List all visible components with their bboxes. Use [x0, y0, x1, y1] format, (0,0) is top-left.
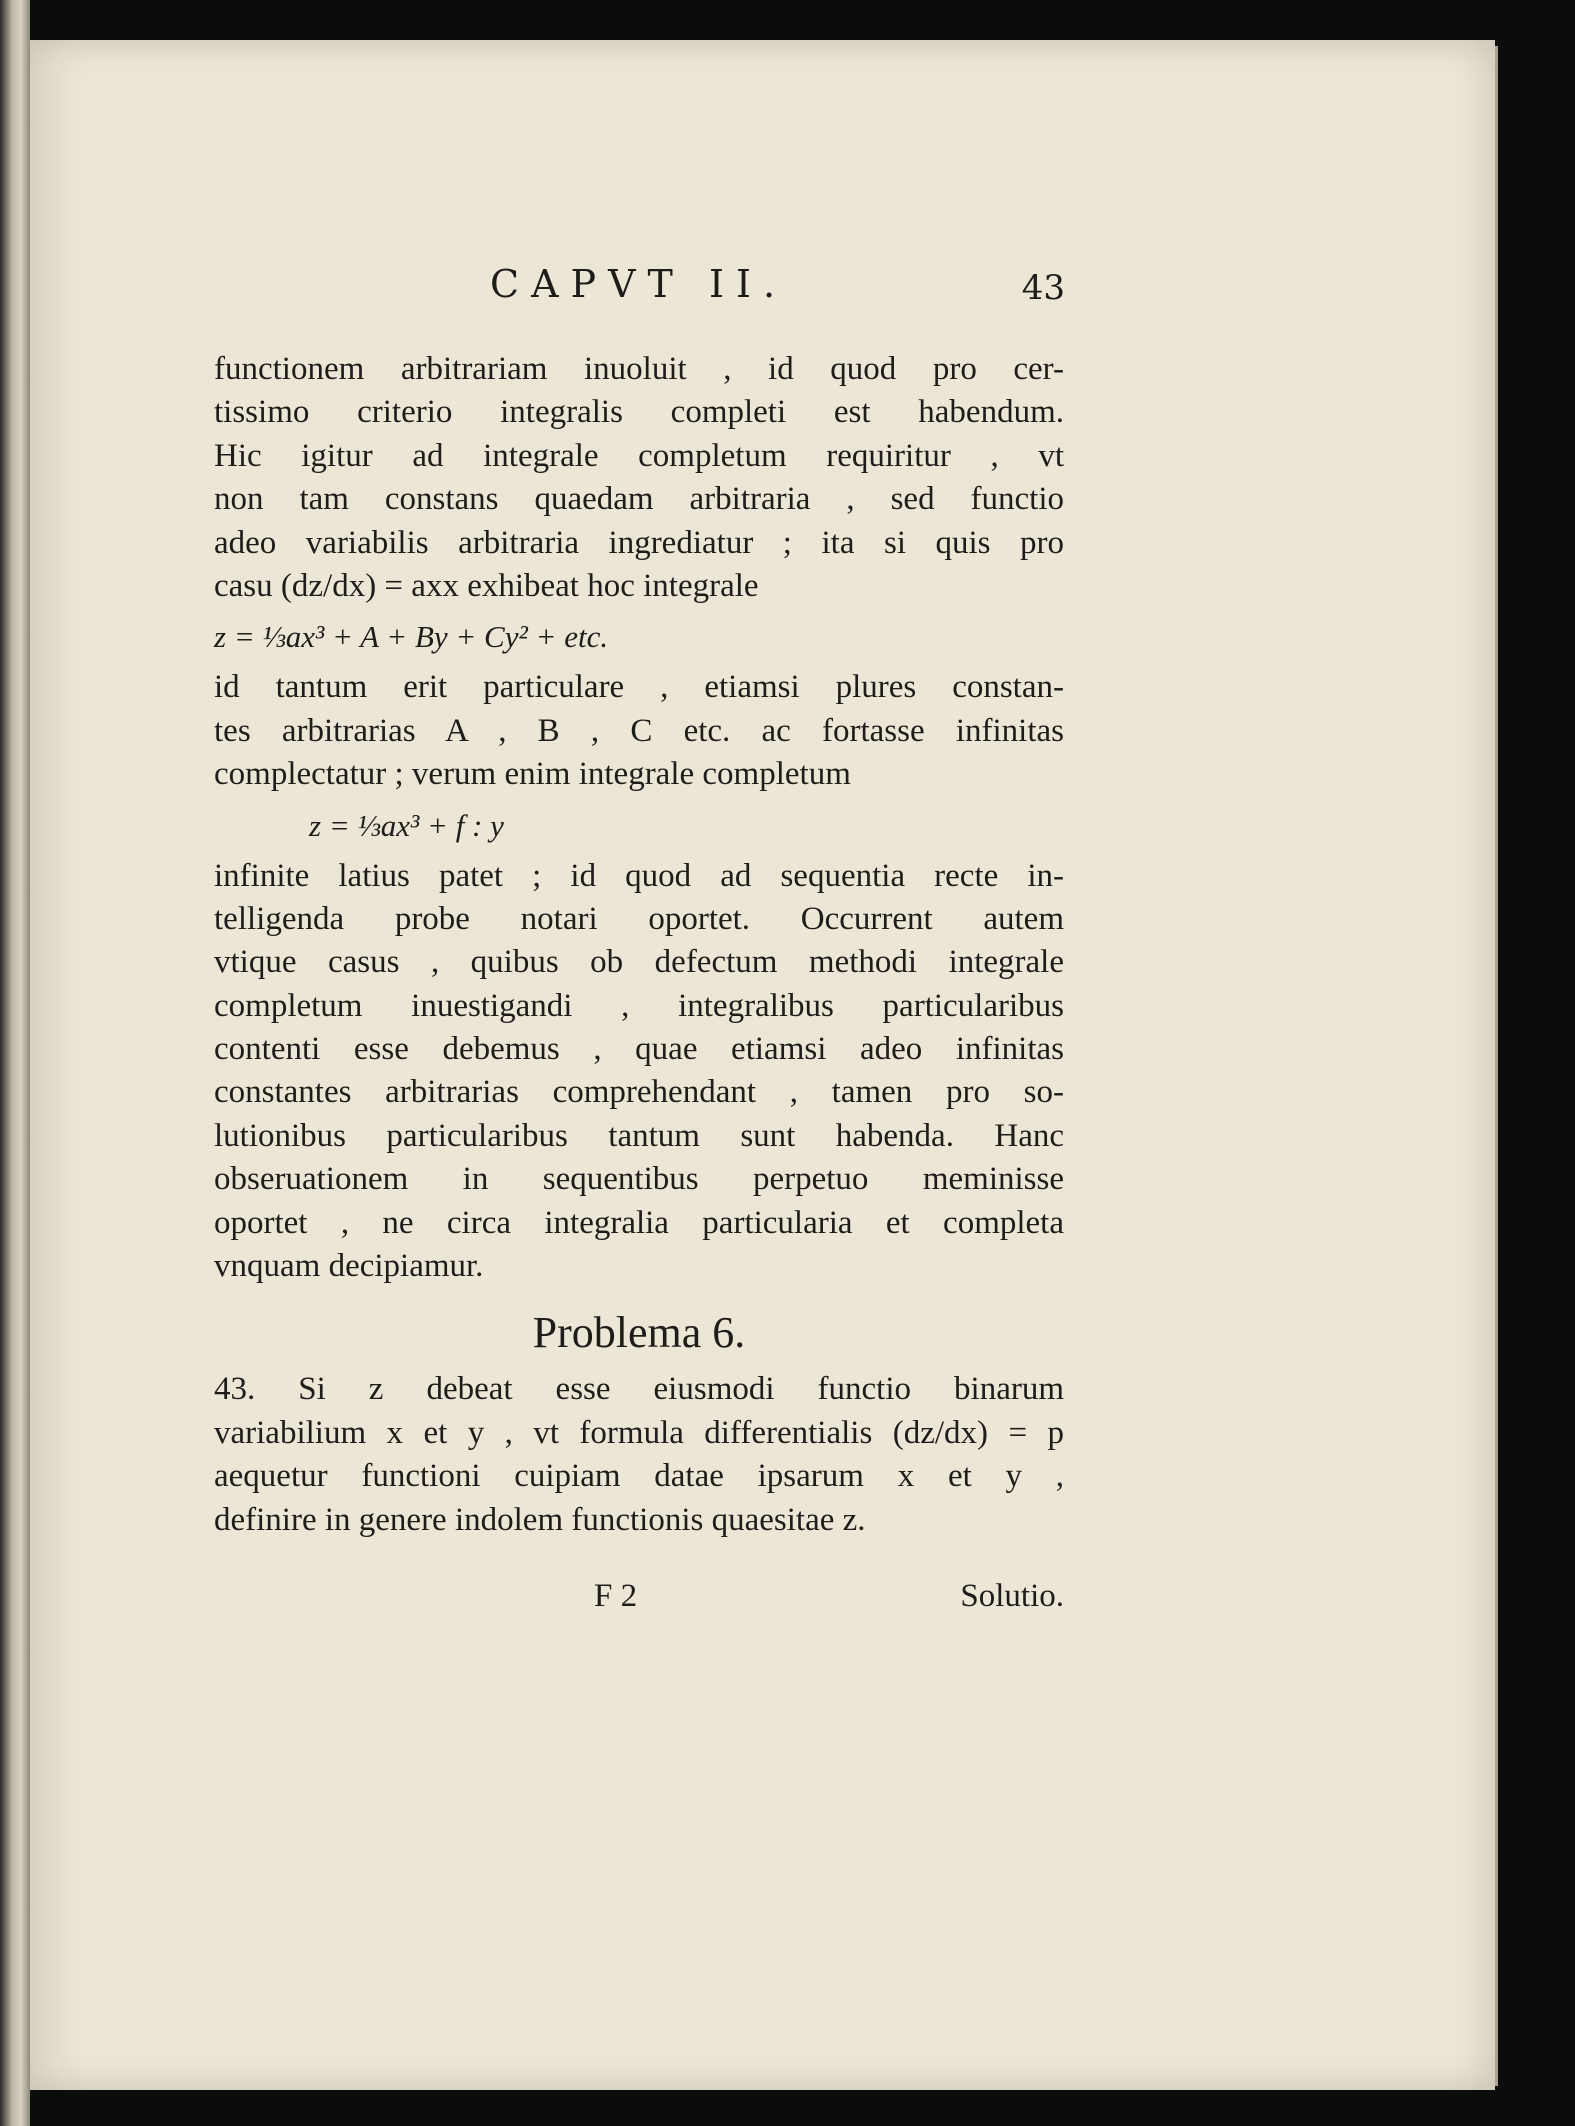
problem-heading: Problema 6.: [532, 1308, 746, 1358]
text-line: obseruationem in sequentibus perpetuo meminisse: [214, 1161, 1064, 1198]
paragraph-4: [214, 1368, 1064, 1542]
running-title: CAPVT II.: [490, 262, 788, 306]
text-line: aequetur functioni cuipiam datae ipsarum x et y ,: [214, 1458, 1064, 1495]
page-header: [490, 262, 1065, 322]
text-line: vnquam decipiamur.: [214, 1248, 484, 1285]
signature-mark: F 2: [594, 1578, 638, 1614]
text-line: adeo variabilis arbitraria ingrediatur ; ita si quis pro: [214, 524, 1064, 561]
text-line: constantes arbitrarias comprehendant , tamen pro so-: [214, 1074, 1064, 1111]
text-line: definire in genere indolem functionis quaesitae z.: [214, 1501, 866, 1538]
text-line: complectatur ; verum enim integrale completum: [214, 756, 851, 793]
text-line: contenti esse debemus , quae etiamsi adeo infinitas: [214, 1031, 1064, 1068]
page-number: 43: [1021, 268, 1065, 308]
page-footer: [214, 1578, 1064, 1628]
text-line: oportet , ne circa integralia particularia et completa: [214, 1204, 1064, 1241]
text-line: Hic igitur ad integrale completum requiritur , vt: [214, 437, 1064, 474]
text-line: infinite latius patet ; id quod ad sequentia recte in-: [214, 857, 1064, 894]
text-line: 43. Si z debeat esse eiusmodi functio binarum: [214, 1371, 1064, 1408]
left-page-edge: [0, 0, 30, 2126]
text-line: functionem arbitrariam inuoluit , id quod pro cer-: [214, 351, 1064, 387]
text-line: tes arbitrarias A , B , C etc. ac fortasse infinitas: [214, 712, 1064, 749]
formula-particular-integral: z = ⅓ax³ + A + By + Cy² + etc.: [214, 619, 609, 655]
formula-complete-integral: z = ⅓ax³ + f : y: [309, 807, 504, 843]
text-line: vtique casus , quibus ob defectum methodi integrale: [214, 944, 1064, 981]
text-line: casu (dz/dx) = axx exhibeat hoc integrale: [214, 567, 759, 604]
text-line: id tantum erit particulare , etiamsi plures constan-: [214, 669, 1064, 706]
paragraph-2: [214, 666, 1064, 796]
text-line: completum inuestigandi , integralibus particularibus: [214, 987, 1064, 1024]
text-line: tissimo criterio integralis completi est habendum.: [214, 394, 1064, 431]
paragraph-3: [214, 855, 1064, 1289]
main-text: [214, 348, 1064, 1542]
text-line: non tam constans quaedam arbitraria , sed functio: [214, 481, 1064, 518]
text-line: variabilium x et y , vt formula differentialis (dz/dx) = p: [214, 1414, 1064, 1451]
text-line: lutionibus particularibus tantum sunt habenda. Hanc: [214, 1117, 1064, 1154]
text-line: telligenda probe notari oportet. Occurrent autem: [214, 900, 1064, 937]
paragraph-1: [214, 348, 1064, 608]
catchword: Solutio.: [960, 1578, 1064, 1614]
